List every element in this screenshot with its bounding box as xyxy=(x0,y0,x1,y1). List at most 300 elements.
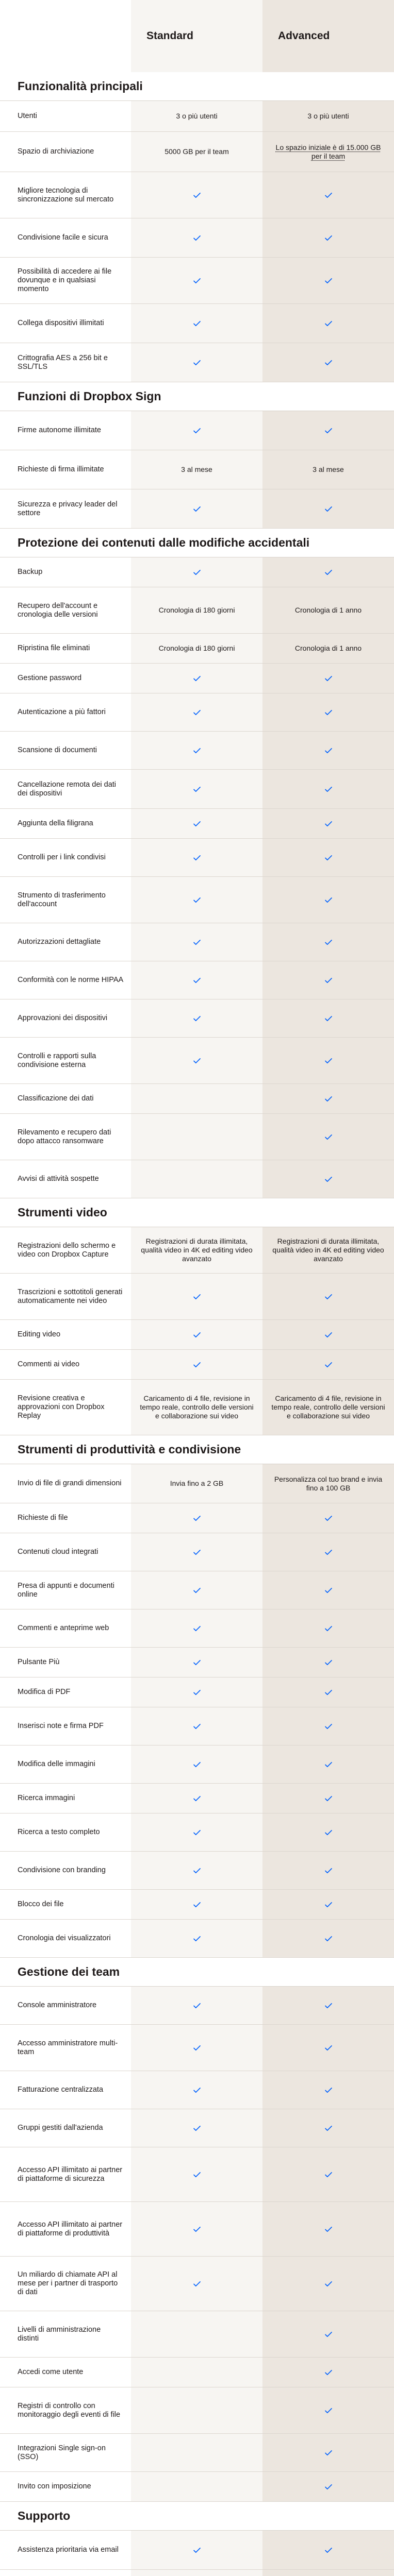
feature-label: Un miliardo di chiamate API al mese per i partner di trasporto di dati xyxy=(0,2257,131,2311)
checkmark-icon xyxy=(324,1934,333,1943)
feature-row xyxy=(0,218,394,258)
feature-row xyxy=(0,809,394,839)
checkmark-icon xyxy=(324,853,333,862)
checkmark-icon xyxy=(192,1866,202,1875)
plan-value-text: 5000 GB per il team xyxy=(165,147,229,156)
feature-row xyxy=(0,1114,394,1160)
feature-label: Console amministratore xyxy=(0,1987,131,2024)
standard-plan-cell xyxy=(131,877,262,923)
feature-row xyxy=(0,1464,394,1503)
standard-plan-cell xyxy=(131,172,262,218)
checkmark-icon xyxy=(324,895,333,905)
advanced-plan-cell xyxy=(262,923,394,961)
checkmark-icon xyxy=(192,504,202,514)
standard-plan-cell xyxy=(131,770,262,808)
feature-label: Revisione creativa e approvazioni con Dropbox Replay xyxy=(0,1380,131,1435)
feature-label: Backup xyxy=(0,557,131,587)
standard-plan-cell xyxy=(131,961,262,999)
checkmark-icon xyxy=(324,1624,333,1633)
standard-plan-cell xyxy=(131,489,262,528)
checkmark-icon xyxy=(324,819,333,828)
advanced-plan-cell xyxy=(262,304,394,343)
checkmark-icon xyxy=(192,2170,202,2179)
standard-plan-cell xyxy=(131,1648,262,1677)
feature-label: Accesso API illimitato ai partner di piattaforme di produttività xyxy=(0,2202,131,2256)
feature-row xyxy=(0,1227,394,1274)
standard-plan-cell xyxy=(131,1784,262,1813)
plan-value-text: Cronologia di 180 giorni xyxy=(158,644,235,652)
advanced-plan-cell xyxy=(262,132,394,172)
feature-label: Commenti ai video xyxy=(0,1350,131,1379)
standard-plan-cell xyxy=(131,411,262,450)
feature-row xyxy=(0,557,394,587)
checkmark-icon xyxy=(324,2043,333,2053)
advanced-plan-cell xyxy=(262,172,394,218)
checkmark-icon xyxy=(324,233,333,243)
feature-label: Controlli e rapporti sulla condivisione esterna xyxy=(0,1038,131,1083)
standard-plan-cell xyxy=(131,1160,262,1198)
feature-row xyxy=(0,411,394,450)
section-title: Funzionalità principali xyxy=(0,72,394,101)
section-title: Supporto xyxy=(0,2502,394,2531)
standard-plan-cell xyxy=(131,2570,262,2576)
checkmark-icon xyxy=(324,1586,333,1595)
feature-label: Collega dispositivi illimitati xyxy=(0,304,131,343)
standard-plan-cell xyxy=(131,809,262,838)
feature-label: Richieste di file xyxy=(0,1503,131,1533)
advanced-plan-cell xyxy=(262,2531,394,2569)
advanced-plan-cell xyxy=(262,1350,394,1379)
standard-plan-cell xyxy=(131,1350,262,1379)
advanced-plan-cell xyxy=(262,1648,394,1677)
advanced-plan-cell xyxy=(262,2202,394,2256)
feature-row xyxy=(0,172,394,218)
feature-row xyxy=(0,1745,394,1784)
checkmark-icon xyxy=(192,2086,202,2095)
standard-plan-cell xyxy=(131,1227,262,1273)
feature-label: Possibilità di accedere ai file dovunque e in qualsiasi momento xyxy=(0,258,131,303)
standard-plan-cell xyxy=(131,2472,262,2501)
feature-row xyxy=(0,2570,394,2576)
plan-value-text: Registrazioni di durata illimitata, qualità video in 4K ed editing video avanzato xyxy=(141,1237,253,1263)
feature-label: Crittografia AES a 256 bit e SSL/TLS xyxy=(0,343,131,382)
checkmark-icon xyxy=(192,1722,202,1731)
checkmark-icon xyxy=(324,2086,333,2095)
feature-label: Inserisci note e firma PDF xyxy=(0,1707,131,1745)
checkmark-icon xyxy=(192,2279,202,2289)
feature-label: Invito con imposizione xyxy=(0,2472,131,2501)
checkmark-icon xyxy=(324,2124,333,2133)
feature-label: Avvisi di attività sospette xyxy=(0,1160,131,1198)
feature-row xyxy=(0,1987,394,2025)
feature-row xyxy=(0,1503,394,1533)
standard-plan-cell xyxy=(131,693,262,731)
section-title: Gestione dei team xyxy=(0,1958,394,1987)
advanced-plan-cell xyxy=(262,2387,394,2433)
feature-row xyxy=(0,1890,394,1920)
feature-label xyxy=(0,2570,131,2576)
section-title: Strumenti video xyxy=(0,1198,394,1227)
feature-label: Approvazioni dei dispositivi xyxy=(0,999,131,1037)
feature-label: Gruppi gestiti dall'azienda xyxy=(0,2109,131,2147)
advanced-plan-cell xyxy=(262,258,394,303)
checkmark-icon xyxy=(192,568,202,577)
feature-label: Autorizzazioni dettagliate xyxy=(0,923,131,961)
standard-plan-cell xyxy=(131,2311,262,2357)
standard-plan-cell xyxy=(131,732,262,769)
checkmark-icon xyxy=(192,1586,202,1595)
feature-label: Migliore tecnologia di sincronizzazione sul mercato xyxy=(0,172,131,218)
feature-label: Sicurezza e privacy leader del settore xyxy=(0,489,131,528)
advanced-plan-cell xyxy=(262,693,394,731)
checkmark-icon xyxy=(324,938,333,947)
standard-plan-cell xyxy=(131,999,262,1037)
advanced-plan-cell xyxy=(262,1814,394,1851)
checkmark-icon xyxy=(324,1056,333,1065)
feature-label: Modifica delle immagini xyxy=(0,1745,131,1783)
checkmark-icon xyxy=(192,1900,202,1909)
checkmark-icon xyxy=(324,1292,333,1301)
checkmark-icon xyxy=(324,568,333,577)
standard-plan-cell xyxy=(131,1533,262,1571)
feature-row xyxy=(0,2531,394,2570)
feature-label: Modifica di PDF xyxy=(0,1677,131,1707)
standard-plan-cell xyxy=(131,1745,262,1783)
checkmark-icon xyxy=(192,2001,202,2010)
feature-label: Scansione di documenti xyxy=(0,732,131,769)
feature-row xyxy=(0,101,394,132)
advanced-plan-cell xyxy=(262,101,394,131)
feature-row xyxy=(0,2358,394,2387)
checkmark-icon xyxy=(192,1794,202,1803)
feature-label: Editing video xyxy=(0,1320,131,1349)
standard-plan-name: Standard xyxy=(146,30,194,42)
feature-label: Recupero dell'account e cronologia delle versioni xyxy=(0,587,131,633)
advanced-plan-cell xyxy=(262,1084,394,1113)
feature-row xyxy=(0,1084,394,1114)
advanced-plan-cell xyxy=(262,1160,394,1198)
checkmark-icon xyxy=(324,2368,333,2377)
checkmark-icon xyxy=(324,1330,333,1340)
advanced-plan-cell xyxy=(262,2257,394,2311)
section-title: Strumenti di produttività e condivisione xyxy=(0,1435,394,1464)
advanced-plan-cell xyxy=(262,1320,394,1349)
checkmark-icon xyxy=(192,1514,202,1523)
standard-plan-cell xyxy=(131,1707,262,1745)
checkmark-icon xyxy=(192,1624,202,1633)
section-title: Protezione dei contenuti dalle modifiche accidentali xyxy=(0,529,394,557)
checkmark-icon xyxy=(324,2330,333,2339)
advanced-plan-cell xyxy=(262,1503,394,1533)
feature-row xyxy=(0,132,394,172)
feature-label: Ricerca immagini xyxy=(0,1784,131,1813)
checkmark-icon xyxy=(324,2170,333,2179)
standard-plan-cell xyxy=(131,343,262,382)
feature-row xyxy=(0,1380,394,1435)
checkmark-icon xyxy=(324,1548,333,1557)
standard-plan-cell xyxy=(131,1084,262,1113)
feature-row xyxy=(0,2472,394,2502)
feature-row xyxy=(0,923,394,961)
feature-row xyxy=(0,489,394,529)
advanced-plan-cell xyxy=(262,2147,394,2201)
checkmark-icon xyxy=(324,191,333,200)
plan-value-text: 3 o più utenti xyxy=(307,112,349,120)
standard-plan-cell xyxy=(131,101,262,131)
advanced-plan-cell xyxy=(262,732,394,769)
plans-header xyxy=(0,0,394,72)
feature-label: Strumento di trasferimento dell'account xyxy=(0,877,131,923)
standard-plan-cell xyxy=(131,2071,262,2109)
checkmark-icon xyxy=(324,1794,333,1803)
standard-plan-cell xyxy=(131,1571,262,1609)
checkmark-icon xyxy=(324,2225,333,2234)
feature-label: Rilevamento e recupero dati dopo attacco ransomware xyxy=(0,1114,131,1160)
checkmark-icon xyxy=(324,319,333,328)
feature-label: Accedi come utente xyxy=(0,2358,131,2387)
feature-row xyxy=(0,2311,394,2358)
header-spacer xyxy=(0,0,131,72)
checkmark-icon xyxy=(192,938,202,947)
standard-plan-cell xyxy=(131,132,262,172)
advanced-plan-cell xyxy=(262,1274,394,1319)
advanced-plan-cell xyxy=(262,999,394,1037)
advanced-plan-cell xyxy=(262,1114,394,1160)
advanced-plan-cell xyxy=(262,1227,394,1273)
standard-plan-cell xyxy=(131,1814,262,1851)
feature-row xyxy=(0,1677,394,1707)
checkmark-icon xyxy=(324,1132,333,1142)
checkmark-icon xyxy=(192,853,202,862)
checkmark-icon xyxy=(192,1330,202,1340)
standard-plan-cell xyxy=(131,634,262,663)
advanced-plan-cell xyxy=(262,2570,394,2576)
standard-plan-cell xyxy=(131,1464,262,1503)
advanced-plan-cell xyxy=(262,2071,394,2109)
feature-label: Firme autonome illimitate xyxy=(0,411,131,450)
feature-row xyxy=(0,877,394,923)
standard-plan-cell xyxy=(131,2257,262,2311)
checkmark-icon xyxy=(192,1548,202,1557)
feature-row xyxy=(0,258,394,304)
advanced-plan-cell xyxy=(262,1784,394,1813)
feature-row xyxy=(0,770,394,809)
feature-label: Fatturazione centralizzata xyxy=(0,2071,131,2109)
advanced-plan-cell xyxy=(262,1920,394,1957)
feature-row xyxy=(0,634,394,664)
checkmark-icon xyxy=(192,358,202,367)
feature-row xyxy=(0,2071,394,2109)
standard-plan-cell xyxy=(131,1320,262,1349)
plan-value-text: Invia fino a 2 GB xyxy=(170,1479,224,1487)
feature-row xyxy=(0,1814,394,1852)
checkmark-icon xyxy=(192,819,202,828)
feature-label: Cronologia dei visualizzatori xyxy=(0,1920,131,1957)
advanced-plan-cell xyxy=(262,809,394,838)
standard-plan-cell xyxy=(131,557,262,587)
plan-value-text: 3 al mese xyxy=(313,465,344,473)
advanced-plan-cell xyxy=(262,664,394,693)
section-title: Funzioni di Dropbox Sign xyxy=(0,382,394,411)
feature-row xyxy=(0,1038,394,1084)
feature-row xyxy=(0,2147,394,2202)
feature-row xyxy=(0,1609,394,1648)
feature-label: Registrazioni dello schermo e video con Dropbox Capture xyxy=(0,1227,131,1273)
checkmark-icon xyxy=(192,1014,202,1023)
feature-label: Assistenza prioritaria via email xyxy=(0,2531,131,2569)
feature-row xyxy=(0,2257,394,2311)
checkmark-icon xyxy=(324,2406,333,2415)
advanced-plan-cell xyxy=(262,2358,394,2387)
plan-value-text: Registrazioni di durata illimitata, qualità video in 4K ed editing video avanzato xyxy=(272,1237,384,1263)
standard-plan-cell xyxy=(131,2202,262,2256)
standard-plan-cell xyxy=(131,1987,262,2024)
feature-label: Cancellazione remota dei dati dei dispositivi xyxy=(0,770,131,808)
checkmark-icon xyxy=(324,1866,333,1875)
checkmark-icon xyxy=(192,1688,202,1697)
feature-row xyxy=(0,450,394,489)
advanced-plan-cell xyxy=(262,1987,394,2024)
advanced-plan-cell xyxy=(262,411,394,450)
standard-plan-cell xyxy=(131,1920,262,1957)
advanced-plan-cell xyxy=(262,1707,394,1745)
checkmark-icon xyxy=(324,2546,333,2555)
feature-label: Condivisione facile e sicura xyxy=(0,218,131,257)
standard-plan-cell xyxy=(131,258,262,303)
checkmark-icon xyxy=(192,1056,202,1065)
checkmark-icon xyxy=(324,1094,333,1104)
feature-label: Gestione password xyxy=(0,664,131,693)
plan-value-text: Cronologia di 180 giorni xyxy=(158,606,235,614)
feature-label: Utenti xyxy=(0,101,131,131)
feature-row xyxy=(0,304,394,343)
checkmark-icon xyxy=(192,276,202,285)
feature-label: Trascrizioni e sottotitoli generati automaticamente nei video xyxy=(0,1274,131,1319)
feature-label: Accesso amministratore multi-team xyxy=(0,2025,131,2071)
advanced-plan-cell xyxy=(262,2434,394,2471)
feature-row xyxy=(0,664,394,693)
checkmark-icon xyxy=(324,2482,333,2492)
standard-plan-cell xyxy=(131,2434,262,2471)
standard-plan-cell xyxy=(131,923,262,961)
advanced-plan-cell xyxy=(262,1380,394,1435)
feature-label: Commenti e anteprime web xyxy=(0,1609,131,1647)
feature-row xyxy=(0,732,394,770)
advanced-plan-cell xyxy=(262,218,394,257)
checkmark-icon xyxy=(324,2279,333,2289)
advanced-plan-cell xyxy=(262,770,394,808)
feature-label: Ricerca a testo completo xyxy=(0,1814,131,1851)
feature-label: Ripristina file eliminati xyxy=(0,634,131,663)
advanced-plan-column-header xyxy=(262,0,394,72)
feature-row xyxy=(0,693,394,732)
standard-plan-cell xyxy=(131,304,262,343)
feature-label: Aggiunta della filigrana xyxy=(0,809,131,838)
advanced-plan-name: Advanced xyxy=(278,30,330,42)
checkmark-icon xyxy=(192,1360,202,1369)
feature-row xyxy=(0,1648,394,1677)
feature-row xyxy=(0,1852,394,1890)
feature-row xyxy=(0,1707,394,1745)
advanced-plan-cell xyxy=(262,877,394,923)
feature-row xyxy=(0,1160,394,1198)
checkmark-icon xyxy=(324,746,333,755)
feature-row xyxy=(0,961,394,999)
standard-plan-column-header xyxy=(131,0,262,72)
standard-plan-cell xyxy=(131,2147,262,2201)
standard-plan-cell xyxy=(131,2109,262,2147)
advanced-plan-cell xyxy=(262,1745,394,1783)
advanced-plan-cell xyxy=(262,1533,394,1571)
advanced-plan-cell xyxy=(262,1571,394,1609)
feature-row xyxy=(0,2434,394,2472)
advanced-plan-cell xyxy=(262,489,394,528)
standard-plan-cell xyxy=(131,2531,262,2569)
feature-row xyxy=(0,999,394,1038)
feature-label: Controlli per i link condivisi xyxy=(0,839,131,876)
checkmark-icon xyxy=(324,708,333,717)
feature-label: Conformità con le norme HIPAA xyxy=(0,961,131,999)
feature-label: Registri di controllo con monitoraggio degli eventi di file xyxy=(0,2387,131,2433)
checkmark-icon xyxy=(324,1658,333,1667)
checkmark-icon xyxy=(324,785,333,794)
standard-plan-cell xyxy=(131,1677,262,1707)
checkmark-icon xyxy=(192,233,202,243)
feature-label: Pulsante Più xyxy=(0,1648,131,1677)
checkmark-icon xyxy=(192,674,202,683)
advanced-plan-cell xyxy=(262,2311,394,2357)
checkmark-icon xyxy=(192,1828,202,1837)
checkmark-icon xyxy=(324,674,333,683)
standard-plan-cell xyxy=(131,2025,262,2071)
checkmark-icon xyxy=(192,191,202,200)
checkmark-icon xyxy=(192,976,202,985)
checkmark-icon xyxy=(324,1760,333,1769)
checkmark-icon xyxy=(324,976,333,985)
plan-value-text: Caricamento di 4 file, revisione in tempo reale, controllo delle versioni e collaborazione sui video xyxy=(271,1394,385,1420)
feature-label: Accesso API illimitato ai partner di piattaforme di sicurezza xyxy=(0,2147,131,2201)
feature-row xyxy=(0,343,394,382)
standard-plan-cell xyxy=(131,450,262,489)
advanced-plan-cell xyxy=(262,2025,394,2071)
checkmark-icon xyxy=(192,426,202,435)
checkmark-icon xyxy=(192,1760,202,1769)
advanced-plan-cell xyxy=(262,2472,394,2501)
feature-label: Spazio di archiviazione xyxy=(0,132,131,172)
checkmark-icon xyxy=(324,2448,333,2458)
feature-row xyxy=(0,1320,394,1350)
standard-plan-cell xyxy=(131,2358,262,2387)
checkmark-icon xyxy=(324,1514,333,1523)
advanced-plan-cell xyxy=(262,1464,394,1503)
comparison-table xyxy=(0,72,394,2576)
checkmark-icon xyxy=(324,2001,333,2010)
checkmark-icon xyxy=(324,504,333,514)
checkmark-icon xyxy=(192,1934,202,1943)
advanced-plan-cell xyxy=(262,2109,394,2147)
checkmark-icon xyxy=(324,1722,333,1731)
standard-plan-cell xyxy=(131,1503,262,1533)
checkmark-icon xyxy=(192,1658,202,1667)
advanced-plan-cell xyxy=(262,557,394,587)
standard-plan-cell xyxy=(131,1852,262,1889)
feature-row xyxy=(0,1350,394,1380)
standard-plan-cell xyxy=(131,1890,262,1919)
advanced-plan-cell xyxy=(262,1038,394,1083)
standard-plan-cell xyxy=(131,587,262,633)
plan-value-text: 3 al mese xyxy=(181,465,212,473)
advanced-plan-cell xyxy=(262,587,394,633)
